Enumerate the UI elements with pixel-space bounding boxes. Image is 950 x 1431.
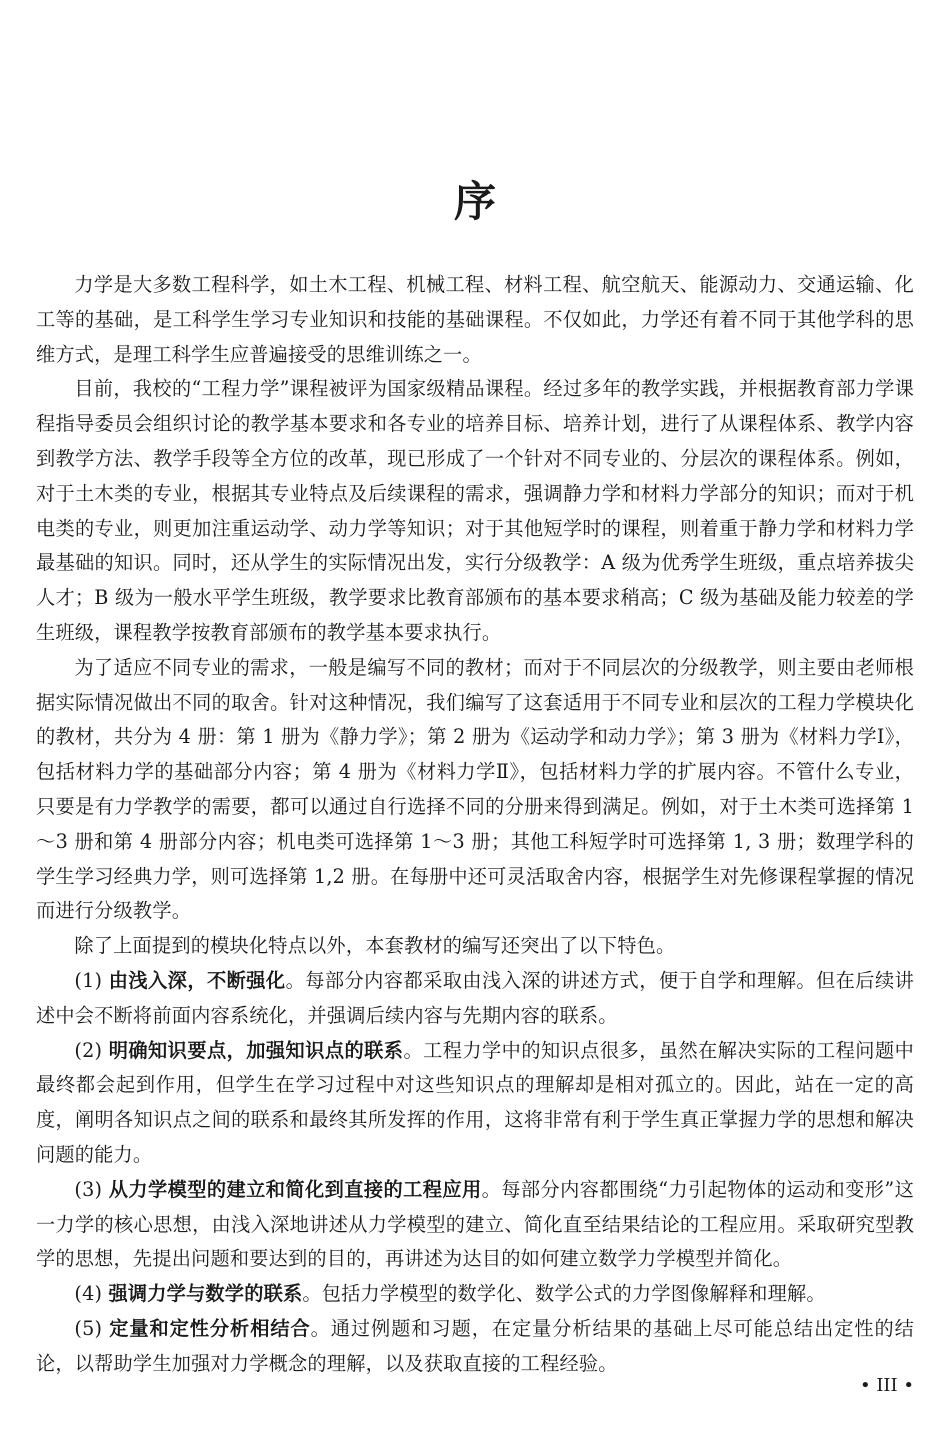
feature-number: (1) — [74, 968, 103, 992]
preface-body — [36, 268, 914, 1382]
feature-text: 。工程力学中的知识点很多，虽然在解决实际的工程问题中最终都会起到作用，但学生在学习过程中对这些知识点的理解却是相对孤立的。因此，站在一定的高度，阐明各知识点之间的联系和最终其所发挥的作用，这将非常有利于学生真正掌握力学的思想和解决问题的能力。 — [36, 1038, 914, 1166]
feature-item-4 — [36, 1277, 914, 1312]
feature-heading: 由浅入深，不断强化 — [108, 968, 286, 992]
feature-text: 。每部分内容都围绕“力引起物体的运动和变形”这一力学的核心思想，由浅入深地讲述从力学模型的建立、简化直至结果结论的工程应用。采取研究型教学的思想，先提出问题和要达到的目的，再讲述为达目的如何建立数学力学模型并简化。 — [36, 1177, 914, 1271]
feature-item-5 — [36, 1312, 914, 1382]
feature-heading: 定量和定性分析相结合 — [109, 1316, 311, 1340]
feature-text: 。每部分内容都采取由浅入深的讲述方式，便于自学和理解。但在后续讲述中会不断将前面内容系统化，并强调后续内容与先期内容的联系。 — [36, 968, 914, 1027]
feature-heading: 从力学模型的建立和简化到直接的工程应用 — [108, 1177, 482, 1201]
feature-heading: 强调力学与数学的联系 — [108, 1282, 303, 1306]
feature-item-2 — [36, 1034, 914, 1173]
feature-number: (4) — [74, 1282, 103, 1306]
paragraph-curriculum: 目前，我校的“工程力学”课程被评为国家级精品课程。经过多年的教学实践，并根据教育部力学课程指导委员会组织讨论的教学基本要求和各专业的培养目标、培养计划，进行了从课程体系、教学内容到教学方法、教学手段等全方位的改革，现已形成了一个针对不同专业的、分层次的课程体系。例如，对于土木类的专业，根据其专业特点及后续课程的需求，强调静力学和材料力学部分的知识；而对于机电类的专业，则更加注重运动学、动力学等知识；对于其他短学时的课程，则着重于静力学和材料力学最基础的知识。同时，还从学生的实际情况出发，实行分级教学：A 级为优秀学生班级，重点培养拔尖人才；B 级为一般水平学生班级，教学要求比教育部颁布的基本要求稍高；C 级为基础及能力较差的学生班级，课程教学按教育部颁布的教学基本要求执行。 — [36, 377, 914, 644]
feature-number: (5) — [74, 1316, 103, 1340]
paragraph-features-intro: 除了上面提到的模块化特点以外，本套教材的编写还突出了以下特色。 — [74, 934, 676, 958]
page-number: • III • — [859, 1375, 914, 1396]
paragraph-intro: 力学是大多数工程科学，如土木工程、机械工程、材料工程、航空航天、能源动力、交通运输、化工等的基础，是工科学生学习专业知识和技能的基础课程。不仅如此，力学还有着不同于其他学科的思维方式，是理工科学生应普遍接受的思维训练之一。 — [36, 273, 914, 366]
page-title: 序 — [453, 177, 496, 226]
feature-number: (2) — [74, 1038, 103, 1062]
feature-heading: 明确知识要点，加强知识点的联系 — [108, 1038, 404, 1062]
feature-text: 。通过例题和习题，在定量分析结果的基础上尽可能总结出定性的结论，以帮助学生加强对力学概念的理解，以及获取直接的工程经验。 — [36, 1316, 915, 1375]
feature-text: 。包括力学模型的数学化、数学公式的力学图像解释和理解。 — [302, 1282, 826, 1306]
paragraph-textbook-modules: 为了适应不同专业的需求，一般是编写不同的教材；而对于不同层次的分级教学，则主要由老师根据实际情况做出不同的取舍。针对这种情况，我们编写了这套适用于不同专业和层次的工程力学模块化的教材，共分为 4 册：第 1 册为《静力学》；第 2 册为《运动学和动力学》；第 3 册为《材料力学Ⅰ》，包括材料力学的基础部分内容；第 4 册为《材料力学Ⅱ》，包括材料力学的扩展内容。不管什么专业，只要是有力学教学的需要，都可以通过自行选择不同的分册来得到满足。例如，对于土木类可选择第 1～3 册和第 4 册部分内容；机电类可选择第 1～3 册；其他工科短学时可选择第 1, 3 册；数理学科的学生学习经典力学，则可选择第 1,2 册。在每册中还可灵活取舍内容，根据学生对先修课程掌握的情况而进行分级教学。 — [36, 655, 914, 923]
feature-number: (3) — [74, 1177, 103, 1201]
feature-item-3 — [36, 1173, 914, 1277]
feature-item-1 — [36, 964, 914, 1034]
